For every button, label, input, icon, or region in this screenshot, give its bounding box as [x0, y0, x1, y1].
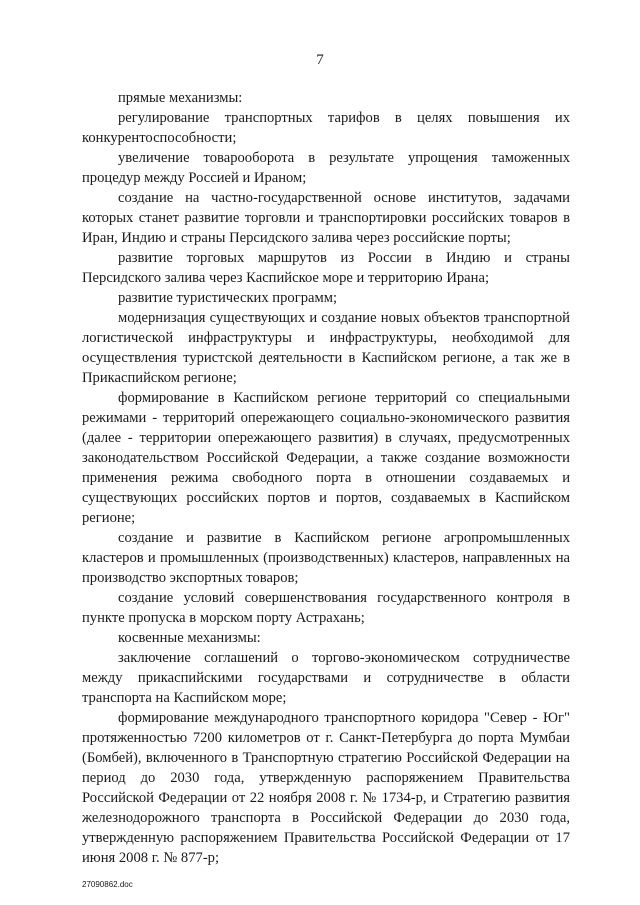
document-footer-filename: 27090862.doc: [82, 880, 133, 889]
paragraph-agreements: заключение соглашений о торгово-экономическом сотрудничестве между прикаспийскими государствами и сотрудничестве в области транспорта на Каспийском море;: [82, 650, 570, 706]
paragraph-north-south-corridor: формирование международного транспортного коридора "Север - Юг" протяженностью 7200 километров от г. Санкт-Петербурга до порта Мумбаи (Бомбей), включенного в Транспортную стратегию Российской Федерации на период до 2030 года, утвержденную распоряжением Правительства Российской Федерации от 22 ноября 2008 г. № 1734-р, и Стратегию развития железнодорожного транспорта в Российской Федерации до 2030 года, утвержденную распоряжением Правительства Российской Федерации от 17 июня 2008 г. № 877-р;: [82, 710, 570, 866]
document-body: [82, 88, 570, 868]
paragraph-trade-routes: развитие торговых маршрутов из России в Индию и страны Персидского залива через Каспийское море и территорию Ирана;: [82, 250, 570, 286]
paragraph-tariff-regulation: регулирование транспортных тарифов в целях повышения их конкурентоспособности;: [82, 110, 570, 146]
paragraph-state-control: создание условий совершенствования государственного контроля в пункте пропуска в морском порту Астрахань;: [82, 590, 570, 626]
page-number: 7: [316, 52, 324, 68]
paragraph-public-private-institutions: создание на частно-государственной основе институтов, задачами которых станет развитие торговли и транспортировки российских товаров в Иран, Индию и страны Персидского залива через российские порты;: [82, 190, 570, 246]
paragraph-infrastructure-modernization: модернизация существующих и создание новых объектов транспортной логистической инфраструктуры и инфраструктуры, необходимой для осуществления туристской деятельности в Каспийском регионе, а так же в Прикаспийском регионе;: [82, 310, 570, 386]
paragraph-trade-turnover: увеличение товарооборота в результате упрощения таможенных процедур между Россией и Ираном;: [82, 150, 570, 186]
paragraph-indirect-mechanisms-heading: косвенные механизмы:: [118, 630, 261, 646]
paragraph-tourism-programs: развитие туристических программ;: [118, 290, 337, 306]
paragraph-special-regime-territories: формирование в Каспийском регионе территорий со специальными режимами - территорий опережающего социально-экономического развития (далее - территории опережающего развития) в случаях, предусмотренных законодательством Российской Федерации, а также создание возможности применения режима свободного порта в отношении создаваемых и существующих российских портов и портов, создаваемых в Каспийском регионе;: [82, 390, 570, 526]
paragraph-clusters: создание и развитие в Каспийском регионе агропромышленных кластеров и промышленных (производственных) кластеров, направленных на производство экспортных товаров;: [82, 530, 570, 586]
paragraph-direct-mechanisms-heading: прямые механизмы:: [118, 90, 243, 106]
